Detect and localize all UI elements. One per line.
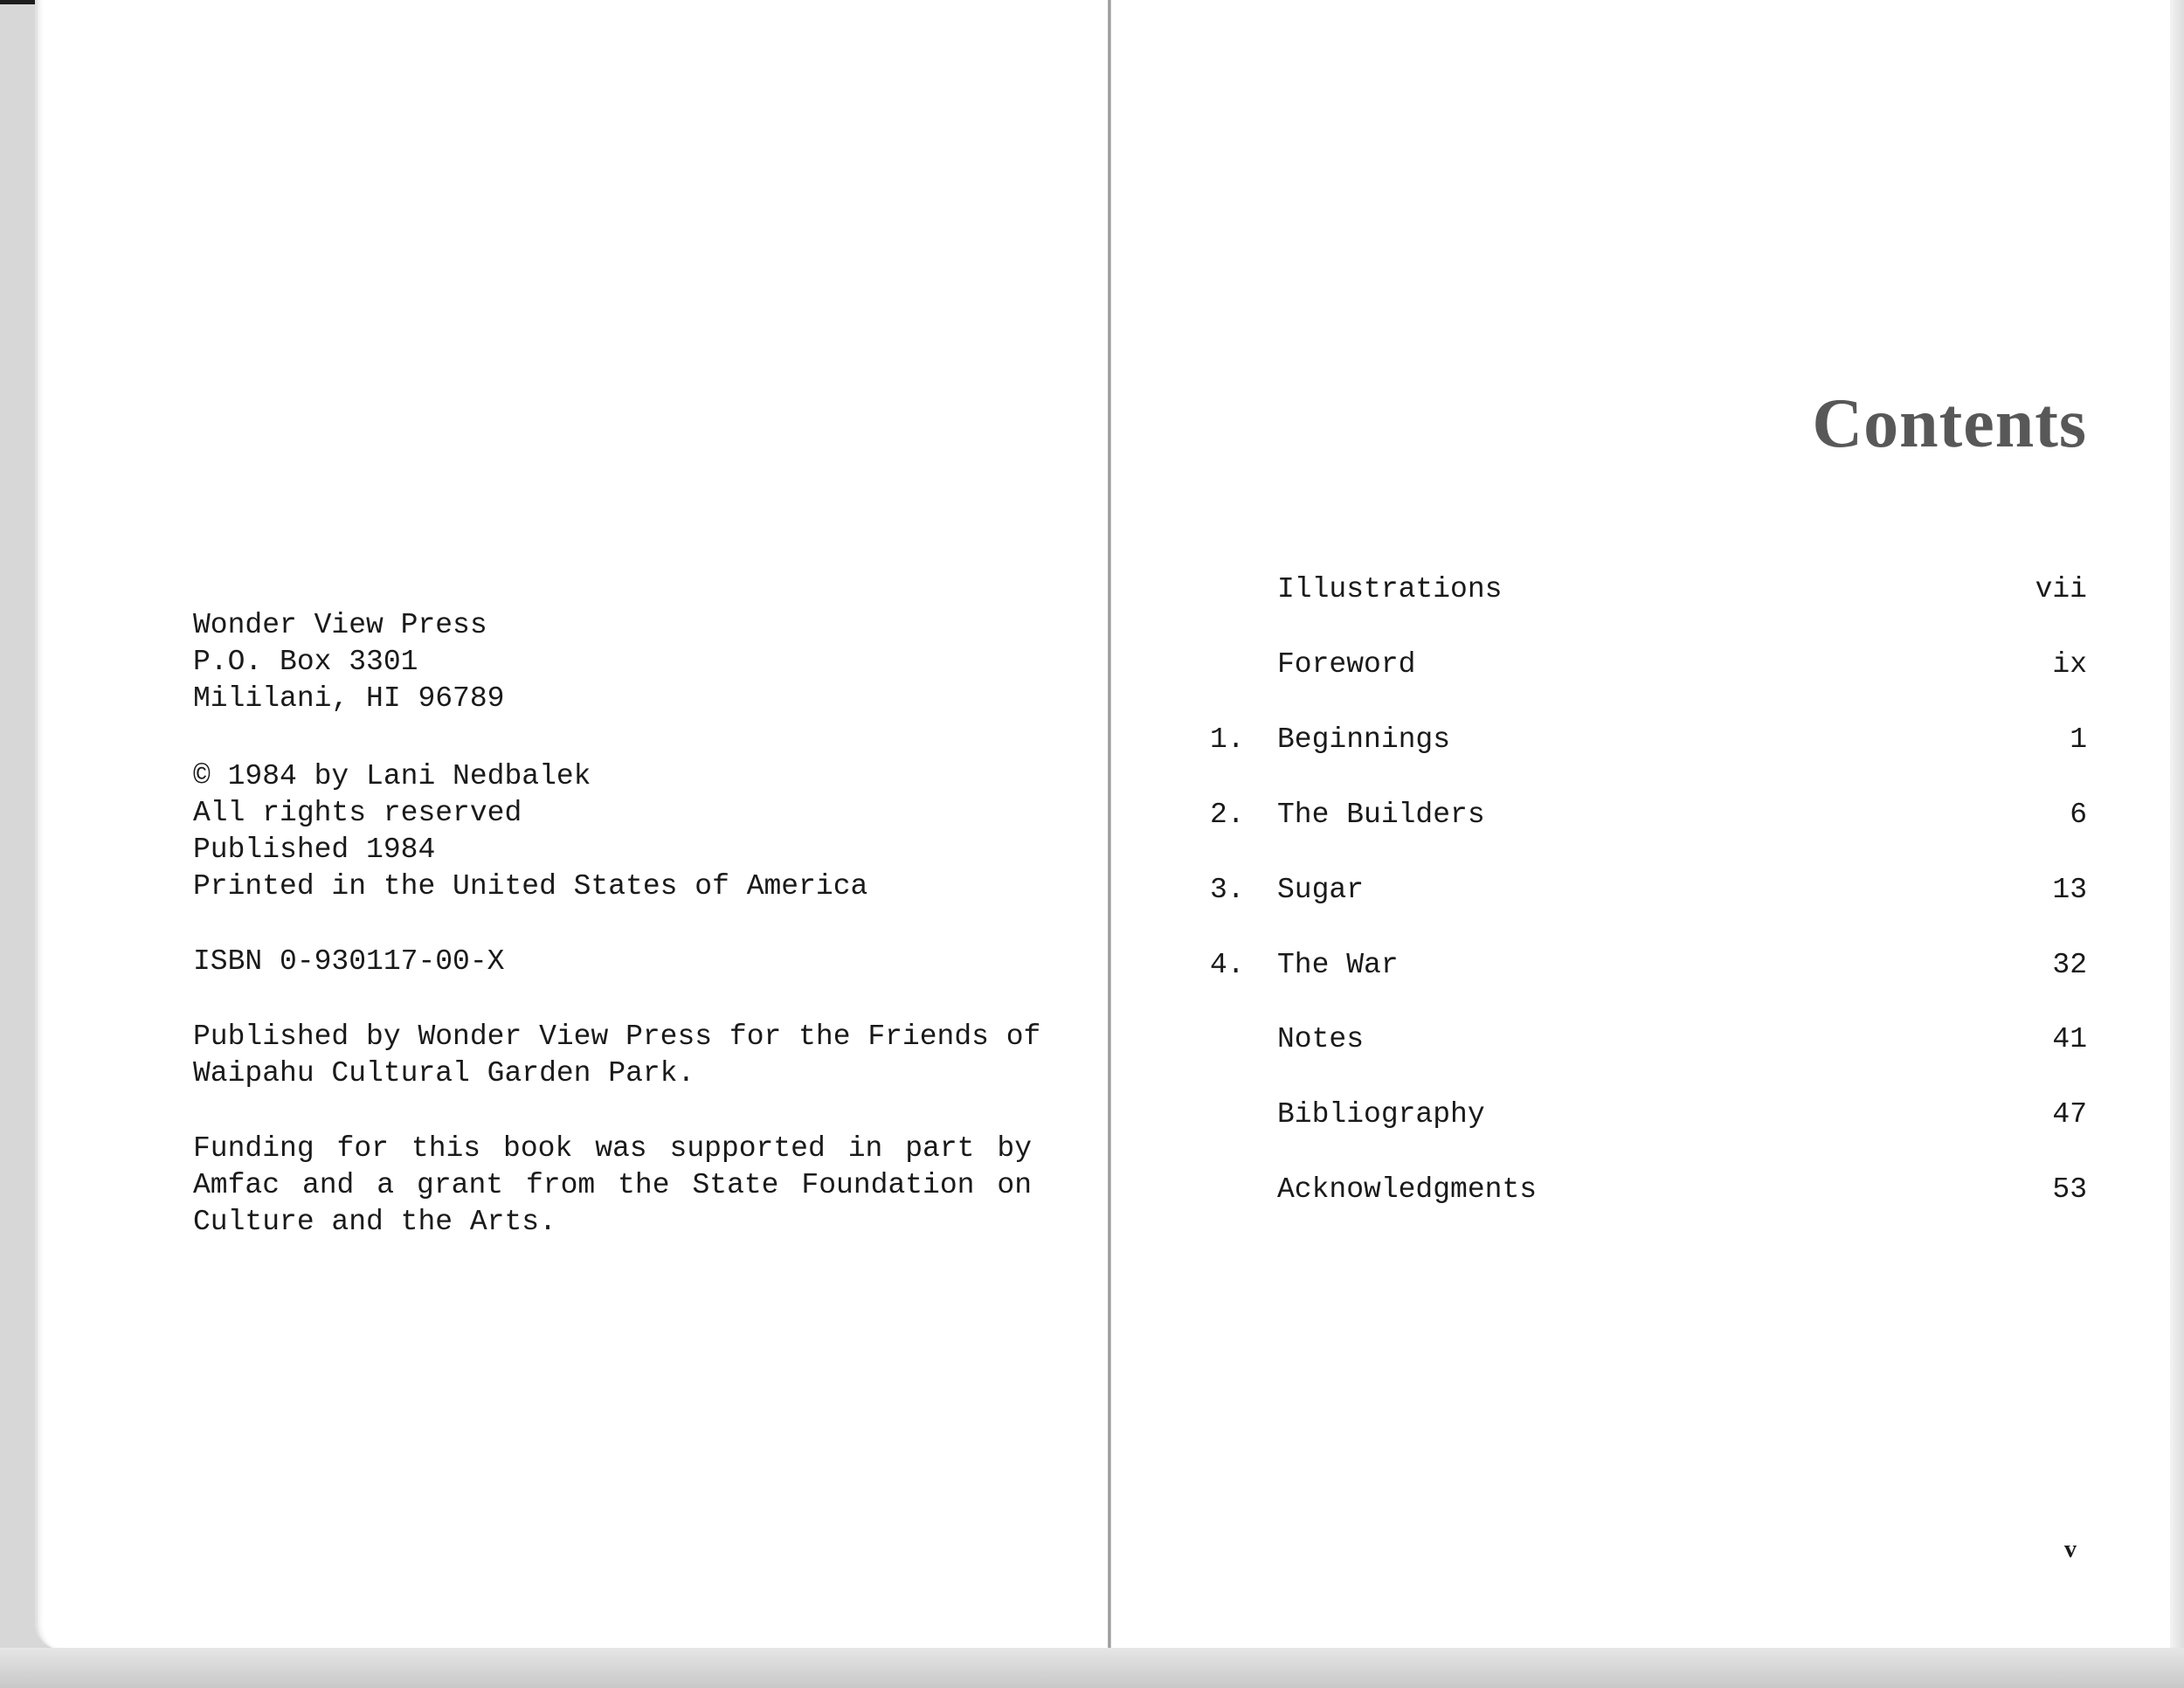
toc-label: Acknowledgments (1277, 1173, 1538, 1206)
toc-label: The Builders (1277, 799, 1485, 831)
toc-number: 2. (1210, 799, 1245, 831)
address-line: Mililani, HI 96789 (193, 682, 505, 715)
toc-page-number: 13 (2052, 874, 2087, 906)
published-by-statement (193, 1019, 1041, 1092)
page-folio: v (2064, 1536, 2077, 1563)
address-line: P.O. Box 3301 (193, 646, 418, 678)
toc-label: Notes (1277, 1023, 1365, 1055)
toc-entry (1111, 723, 2170, 767)
scan-bottom-shadow (0, 1648, 2184, 1688)
toc-page-number: ix (2052, 648, 2087, 681)
isbn-line: ISBN 0-930117-00-X (193, 945, 505, 978)
published-by-line: Published by Wonder View Press for the Friends of (193, 1020, 1041, 1053)
toc-page-number: 41 (2052, 1023, 2087, 1055)
toc-entry (1111, 1098, 2170, 1142)
toc-label: Beginnings (1277, 723, 1451, 756)
copyright-line: All rights reserved (193, 797, 522, 829)
page-title: Contents (1812, 385, 2087, 462)
isbn (193, 944, 504, 980)
copyright-notice (193, 758, 867, 905)
toc-number: 4. (1210, 949, 1245, 981)
copyright-line: Printed in the United States of America (193, 870, 868, 903)
funding-line: Culture and the Arts. (193, 1206, 556, 1238)
copyright-line: © 1984 by Lani Nedbalek (193, 760, 591, 792)
copyright-line: Published 1984 (193, 834, 436, 866)
toc-entry (1111, 799, 2170, 842)
toc-page-number: 32 (2052, 949, 2087, 981)
toc-label: The War (1277, 949, 1399, 981)
toc-number: 3. (1210, 874, 1245, 906)
toc-number: 1. (1210, 723, 1245, 756)
toc-page-number: 6 (2070, 799, 2087, 831)
funding-line: Funding for this book was supported in part by (193, 1132, 1032, 1165)
toc-page-number: 47 (2052, 1098, 2087, 1131)
toc-entry (1111, 648, 2170, 692)
toc-label: Illustrations (1277, 573, 1503, 605)
published-by-line: Waipahu Cultural Garden Park. (193, 1057, 695, 1090)
funding-line: Amfac and a grant from the State Foundation on (193, 1169, 1032, 1201)
toc-label: Foreword (1277, 648, 1416, 681)
toc-page-number: 1 (2070, 723, 2087, 756)
toc-entry (1111, 1173, 2170, 1217)
toc-label: Bibliography (1277, 1098, 1485, 1131)
toc-entry (1111, 949, 2170, 993)
copyright-page (35, 0, 1112, 1650)
page-edge (2170, 0, 2184, 1650)
toc-entry (1111, 573, 2170, 617)
funding-statement (193, 1131, 1032, 1241)
toc-label: Sugar (1277, 874, 1365, 906)
contents-page (1111, 0, 2170, 1650)
toc-entry (1111, 1023, 2170, 1067)
address-line: Wonder View Press (193, 609, 487, 641)
toc-entry (1111, 874, 2170, 917)
publisher-address (193, 607, 504, 717)
toc-page-number: vii (2035, 573, 2087, 605)
toc-page-number: 53 (2052, 1173, 2087, 1206)
